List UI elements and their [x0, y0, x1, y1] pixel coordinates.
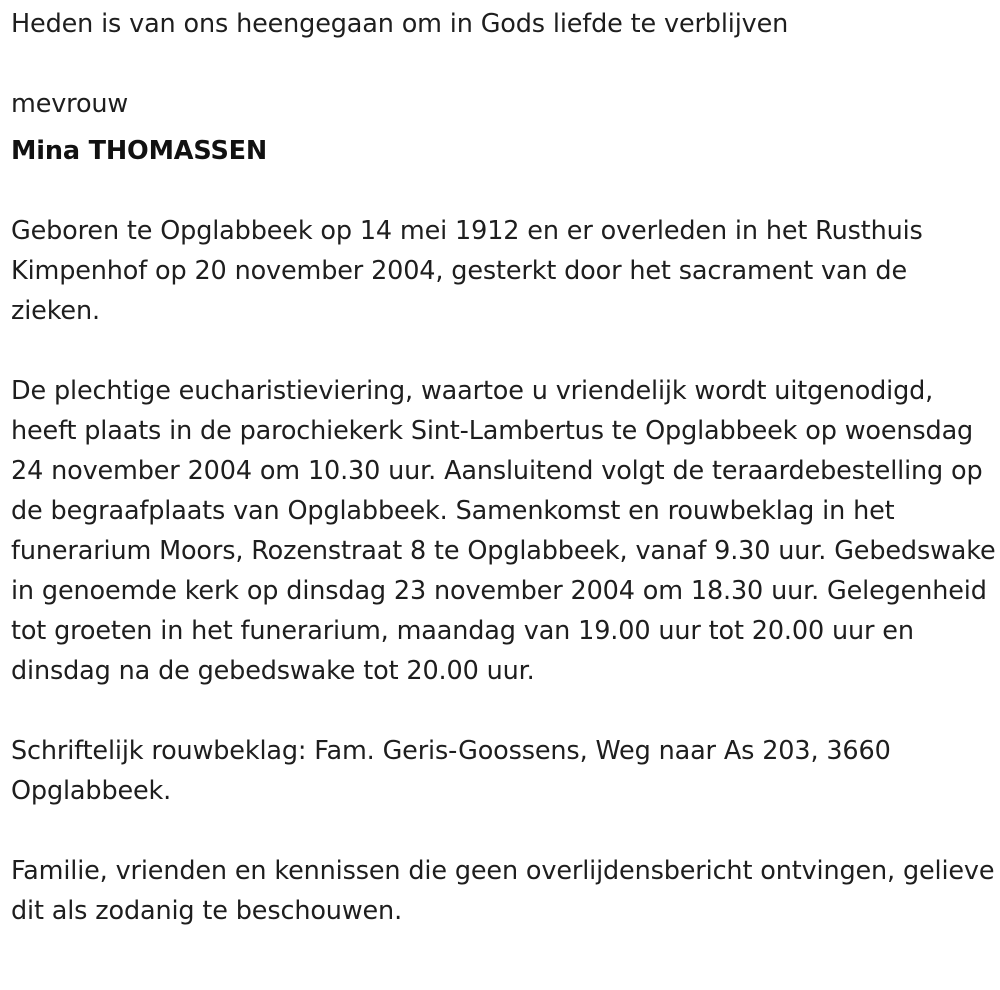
deceased-name: Mina THOMASSEN: [11, 136, 268, 166]
spacer: [11, 811, 996, 851]
opening-line: Heden is van ons heengegaan om in Gods liefde te verblijven: [11, 9, 789, 39]
closing-paragraph: Familie, vrienden en kennissen die geen overlijdensbericht ontvingen, gelieve dit als zodanig te beschouwen.: [11, 856, 995, 926]
spacer: [11, 171, 996, 211]
death-notice: [11, 4, 996, 931]
spacer: [11, 331, 996, 371]
spacer: [11, 44, 996, 84]
salutation: mevrouw: [11, 89, 129, 119]
ceremony-paragraph: De plechtige eucharistieviering, waartoe u vriendelijk wordt uitgenodigd, heeft plaats in de parochiekerk Sint-Lambertus te Opglabbeek op woensdag 24 november 2004 om 10.30 uur. Aansluitend volgt de teraardebestelling op de begraafplaats van Opglabbeek. Samenkomst en rouwbeklag in het funerarium Moors, Rozenstraat 8 te Opglabbeek, vanaf 9.30 uur. Gebedswake in genoemde kerk op dinsdag 23 november 2004 om 18.30 uur. Gelegenheid tot groeten in het funerarium, maandag van 19.00 uur tot 20.00 uur en dinsdag na de gebedswake tot 20.00 uur.: [11, 376, 996, 686]
condolences-paragraph: Schriftelijk rouwbeklag: Fam. Geris-Goossens, Weg naar As 203, 3660 Opglabbeek.: [11, 736, 891, 806]
birth-death-paragraph: Geboren te Opglabbeek op 14 mei 1912 en er overleden in het Rusthuis Kimpenhof op 20 november 2004, gesterkt door het sacrament van de zieken.: [11, 216, 923, 326]
spacer: [11, 691, 996, 731]
